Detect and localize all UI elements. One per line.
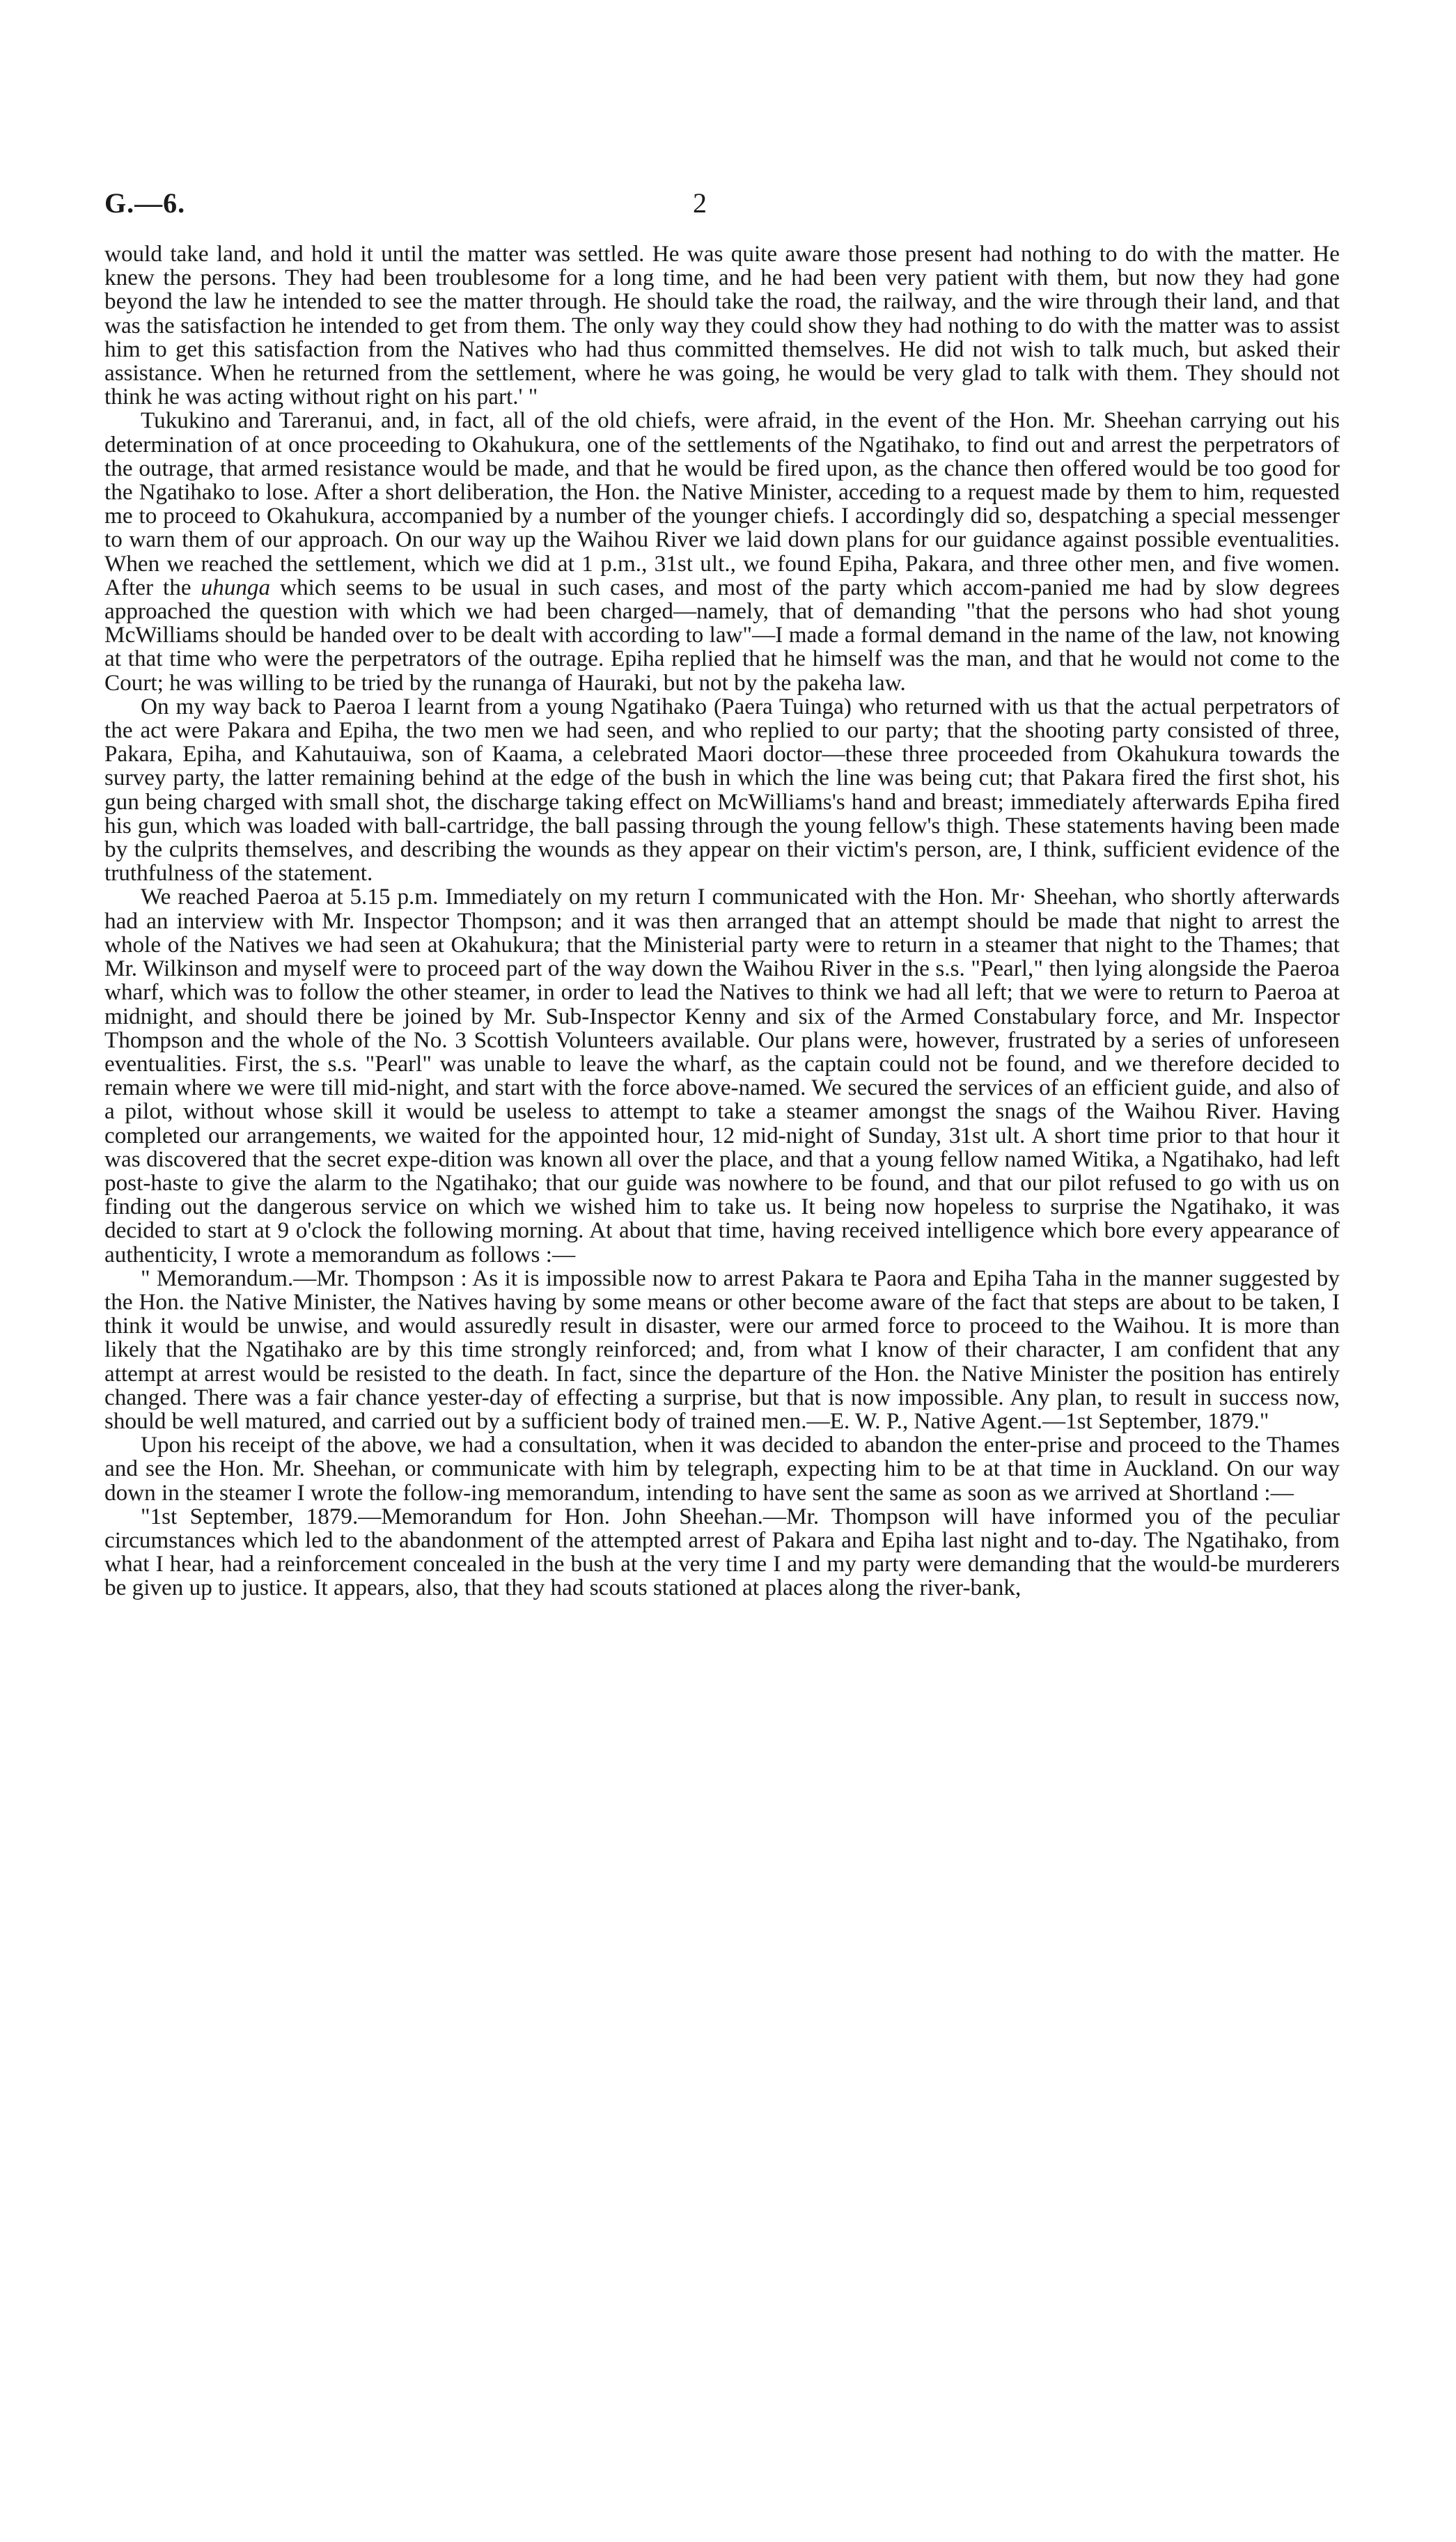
italic-term: uhunga [201,574,271,600]
paragraph-memorandum-thompson: " Memorandum.—Mr. Thompson : As it is impossible now to arrest Pakara te Paora and Epiha Taha in the manner suggested by the Hon. the Native Minister, the Natives having by some means or other become aware of the fact that steps are about to be taken, I think it would be unwise, and would assuredly result in disaster, were our armed force to proceed to the Waihou. It is more than likely that the Ngatihako are by this time strongly reinforced; and, from what I know of their character, I am confident that any attempt at arrest would be resisted to the death. In fact, since the departure of the Hon. the Native Minister the position has entirely changed. There was a fair chance yester-day of effecting a surprise, but that is now impossible. Any plan, to result in success now, should be well matured, and carried out by a sufficient body of trained men.—E. W. P., Native Agent.—1st September, 1879." [104,1265,1340,1434]
body-text [104,242,1340,1600]
paragraph-reached-paeroa: We reached Paeroa at 5.15 p.m. Immediately on my return I communicated with the Hon. Mr· Sheehan, who shortly afterwards had an interview with Mr. Inspector Thompson; and it was then arranged that an attempt should be made that night to arrest the whole of the Natives we had seen at Okahukura; that the Ministerial party were to return in a steamer that night to the Thames; that Mr. Wilkinson and myself were to proceed part of the way down the Waihou River in the s.s. "Pearl," then lying alongside the Paeroa wharf, which was to follow the other steamer, in order to lead the Natives to think we had all left; that we were to return to Paeroa at midnight, and should there be joined by Mr. Sub-Inspector Kenny and six of the Armed Constabulary force, and Mr. Inspector Thompson and the whole of the No. 3 Scottish Volunteers available. Our plans were, however, frustrated by a series of unforeseen eventualities. First, the s.s. "Pearl" was unable to leave the wharf, as the captain could not be found, and we therefore decided to remain where we were till mid-night, and start with the force above-named. We secured the services of an efficient guide, and also of a pilot, without whose skill it would be useless to attempt to take a steamer amongst the snags of the Waihou River. Having completed our arrangements, we waited for the appointed hour, 12 mid-night of Sunday, 31st ult. A short time prior to that hour it was discovered that the secret expe-dition was known all over the place, and that a young fellow named Witika, a Ngatihako, had left post-haste to give the alarm to the Ngatihako; that our guide was nowhere to be found, and that our pilot refused to go with us on finding out the dangerous service on which we wished him to take us. It being now hopeless to surprise the Ngatihako, it was decided to start at 9 o'clock the following morning. At about that time, having received intelligence which bore every appearance of authenticity, I wrote a memorandum as follows :— [104,884,1340,1268]
page-header [104,187,1358,228]
paragraph-text: which seems to be usual in such cases, and most of the party which accom-panied me had by slow degrees approached the question with which we had been charged—namely, that of demanding "that the persons who had shot young McWilliams should be handed over to be dealt with according to law"—I made a formal demand in the name of the law, not knowing at that time who were the perpetrators of the outrage. Epiha replied that he himself was the man, and that he would not come to the Court; he was willing to be tried by the runanga of Hauraki, but not by the pakeha law. [104,574,1340,696]
paragraph-consultation: Upon his receipt of the above, we had a consultation, when it was decided to abandon the enter-prise and proceed to the Thames and see the Hon. Mr. Sheehan, or communicate with him by telegraph, expecting him to be at that time in Auckland. On our way down in the steamer I wrote the follow-ing memorandum, intending to have sent the same as soon as we arrived at Shortland :— [104,1432,1340,1506]
document-reference: G.—6. [104,187,186,219]
paragraph-text: Tukukino and Tareranui, and, in fact, all of the old chiefs, were afraid, in the event of the Hon. Mr. Sheehan carrying out his determination of at once proceeding to Okahukura, one of the settlements of the Ngatihako, to find out and arrest the perpetrators of the outrage, that armed resistance would be made, and that he would be fired upon, as the chance then offered would be too good for the Ngatihako to lose. After a short deliberation, the Hon. the Native Minister, acceding to a request made by them to him, requested me to proceed to Okahukura, accompanied by a number of the younger chiefs. I accordingly did so, despatching a special messenger to warn them of our approach. On our way up the Waihou River we laid down plans for our guidance against possible eventualities. When we reached the settlement, which we did at 1 p.m., 31st ult., we found Epiha, Pakara, and three other men, and five women. [104,407,1340,577]
paragraph-memorandum-sheehan: "1st September, 1879.—Memorandum for Hon. John Sheehan.—Mr. Thompson will have informed you of the peculiar circumstances which led to the abandonment of the attempted arrest of Pakara and Epiha last night and to-day. The Ngatihako, from what I hear, had a reinforcement concealed in the bush at the very time I and my party were demanding that the would-be murderers be given up to justice. It appears, also, that they had scouts stationed at places along the river-bank, [104,1503,1340,1601]
paragraph-tukukino [104,409,1340,694]
page-number: 2 [693,187,707,219]
paragraph-continuation: would take land, and hold it until the matter was settled. He was quite aware those present had nothing to do with the matter. He knew the persons. They had been troublesome for a long time, and he had been very patient with them, but now they had gone beyond the law he intended to see the matter through. He should take the road, the railway, and the wire through their land, and that was the satisfaction he intended to get from them. The only way they could show they had nothing to do with the matter was to assist him to get this satisfaction from the Natives who had thus committed themselves. He did not wish to talk much, but asked their assistance. When he returned from the settlement, where he was going, he would be very glad to talk with them. They should not think he was acting without right on his part.' " [104,241,1340,410]
paragraph-text: After the [104,574,201,600]
paragraph-way-back: On my way back to Paeroa I learnt from a young Ngatihako (Paera Tuinga) who returned with us that the actual perpetrators of the act were Pakara and Epiha, the two men we had seen, and who replied to our party; that the shooting party consisted of three, Pakara, Epiha, and Kahutauiwa, son of Kaama, a celebrated Maori doctor—these three proceeded from Okahukura towards the survey party, the latter remaining behind at the edge of the bush in which the line was being cut; that Pakara fired the first shot, his gun being charged with small shot, the discharge taking effect on McWilliams's hand and breast; immediately afterwards Epiha fired his gun, which was loaded with ball-cartridge, the ball passing through the young fellow's thigh. These statements having been made by the culprits themselves, and describing the wounds as they appear on their victim's person, are, I think, sufficient evidence of the truthfulness of the statement. [104,693,1340,887]
